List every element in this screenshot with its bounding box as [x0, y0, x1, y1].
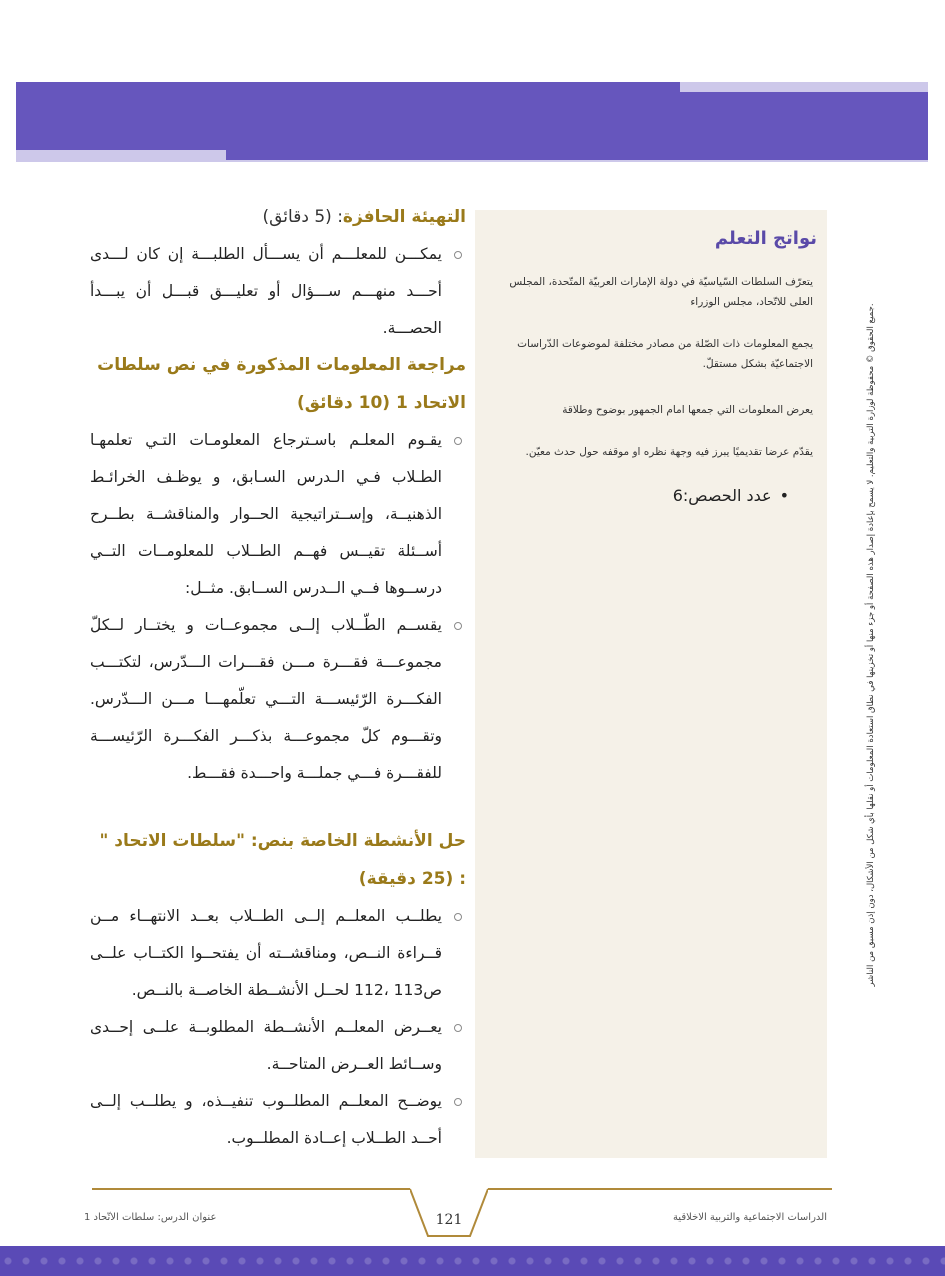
section-title-suffix: "سلطات الاتحاد " : (25 دقيقة): [99, 831, 466, 889]
sessions-count: [673, 486, 789, 505]
header-band: [16, 82, 928, 160]
learning-outcome-item: يتعرّف السلطات السّياسيّة في دولة الإمارات العربيّة المتّحدة، المجلس العلى للاتّحاد، مجلس الوزراء: [509, 276, 813, 308]
bullet-ring-icon: [454, 913, 462, 921]
section-title-main: حل الأنشطة الخاصة بنص:: [250, 831, 466, 851]
lesson-title-footer: عنوان الدرس: سلطات الاتّحاد 1: [84, 1212, 217, 1223]
sessions-count-label: عدد الحصص:6: [672, 486, 772, 505]
section-activities: [90, 822, 466, 1157]
list-item: [90, 898, 466, 1009]
header-divider: [16, 160, 928, 162]
list-item-text: يوضــح المعلــم المطلــوب تنفيــذه، و يطلــب إلــى أحــد الطــلاب إعــادة المطلــوب.: [90, 1092, 442, 1147]
footer-rule: [488, 1188, 832, 1190]
learning-outcome-item: يقدّم عرضا تقديميًا يبرز فيه وجهة نظره او موقفه حول حدث معيّن.: [525, 446, 813, 458]
bullet-dot: •: [779, 486, 789, 505]
list-item: [90, 422, 466, 607]
learning-outcomes-title: نواتج التعلم: [714, 228, 817, 249]
copyright-notice: [858, 290, 884, 1000]
list-item-text: يمكـــن للمعلـــم أن يســـأل الطلبـــة إن كان لـــدى أحـــد منهـــم ســـؤال أو تعليـــق قبـــل أن يبـــدأ الحصـــة.: [90, 245, 442, 337]
bullet-ring-icon: [454, 1024, 462, 1032]
bullet-ring-icon: [454, 622, 462, 630]
footer-band: [0, 1246, 945, 1276]
section-title: [90, 822, 466, 898]
list-item-text: يطلــب المعلــم إلــى الطــلاب بعــد الانتهــاء مــن قــراءة النــص، ومناقشــته أن يفتحــوا الكتــاب علــى ص113 ،112 لحــل الأنشــطة الخاصــة بالنــص.: [90, 907, 442, 999]
section-title-main: مراجعة المعلومات المذكورة في نص سلطات الاتحاد 1 (10 دقائق): [97, 355, 466, 413]
bullet-ring-icon: [454, 251, 462, 259]
footer-pattern: [0, 1250, 945, 1272]
header-band-accent: [16, 150, 226, 160]
list-item: [90, 236, 466, 347]
section-warmup: [90, 198, 466, 347]
list-item-text: يعــرض المعلــم الأنشــطة المطلوبــة علــى إحــدى وســائط العــرض المتاحــة.: [90, 1018, 442, 1073]
header-band-accent: [680, 82, 928, 92]
list-item-text: يقـوم المعلـم باسـترجاع المعلومـات التـي تعلمهـا الطـلاب فـي الـدرس السـابق، و يوظـف الخرائـط الذهنيــة، وإســتراتيجية الحــوار والمناقشــة بطــرح أســئلة تقيــس فهــم الطــلاب للمعلومــات التــي درســوها فــي الــدرس الســابق. مثــل:: [90, 431, 442, 597]
section-review: [90, 346, 466, 792]
section-title: [90, 198, 466, 236]
section-title: [90, 346, 466, 422]
learning-outcomes-panel: [475, 210, 827, 1158]
section-title-main: التهيئة الحافزة: [342, 207, 466, 227]
page-number: 121: [435, 1212, 463, 1228]
section-title-suffix: : (5 دقائق): [262, 207, 343, 227]
learning-outcome-item: يعرض المعلومات التي جمعها امام الجمهور بوضوح وطلاقة: [562, 404, 813, 416]
subject-title-footer: الدراسات الاجتماعية والتربية الاخلاقية: [672, 1212, 827, 1223]
bullet-ring-icon: [454, 437, 462, 445]
list-item: [90, 607, 466, 792]
list-item: [90, 1083, 466, 1157]
learning-outcome-item: يجمع المعلومات ذات الصّلة من مصادر مختلفة لموضوعات الدّراسات الاجتماعيّة بشكل مستقلّ.: [517, 338, 813, 370]
copyright-notice-text: جميع الحقوق © محفوظة لوزارة التربية والتعليم. لا يسمح بإعادة إصدار هذه الصفحة أو جزء منها أو تخزينها في نطاق استعادة المعلومات أو نقلها بأي شكل من الأشكال، دون إذن مسبق من الناشر.: [866, 303, 876, 987]
footer-rule: [92, 1188, 410, 1190]
list-item: [90, 1009, 466, 1083]
bullet-ring-icon: [454, 1098, 462, 1106]
list-item-text: يقســم الطّــلاب إلــى مجموعــات و يختــار لــكلّ مجموعـــة فقـــرة مـــن فقـــرات الـــدّرس، لتكتـــب الفكـــرة الرّئيســـة التـــي تعلّمهـــا مـــن الـــدّرس. وتقـــوم كلّ مجموعـــة بذكـــر الفكـــرة الرّئيســـة للفقـــرة فـــي جملـــة واحـــدة فقـــط.: [90, 616, 442, 782]
